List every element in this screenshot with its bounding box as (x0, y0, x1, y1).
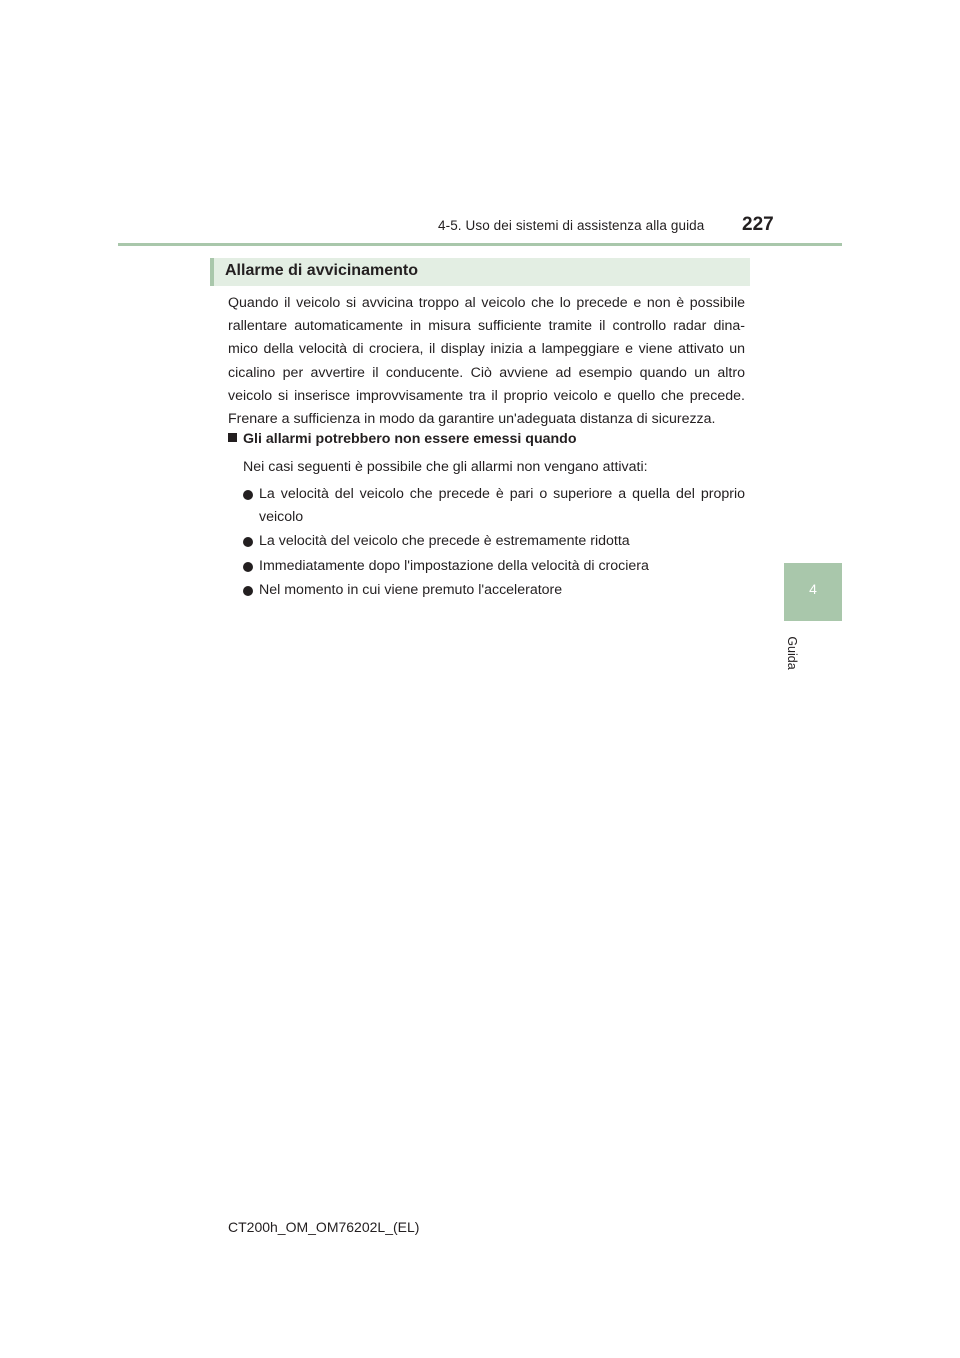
list-item (243, 483, 745, 529)
section-paragraph: Quando il veicolo si avvicina troppo al veicolo che lo precede e non è possibile rallentare automaticamente in misura sufficiente tramite il controllo radar dina-mico della velocità di crociera, il display inizia a lampeggiare e viene attivato un cicalino per avvertire il conducente. Ciò avviene ad esempio quando un altro veicolo si inserisce improvvisamente tra il proprio veicolo e quello che precede. Frenare a sufficienza in modo da garantire un'adeguata distanza di sicurezza. (228, 295, 745, 428)
page-number: 227 (742, 214, 774, 235)
bullet-dot-icon (243, 562, 253, 572)
list-item-text: Nel momento in cui viene premuto l'acceleratore (259, 581, 563, 598)
list-item (243, 530, 745, 553)
document-code: CT200h_OM_OM76202L_(EL) (228, 1219, 420, 1235)
header-divider (118, 243, 842, 246)
bullet-dot-icon (243, 490, 253, 500)
chapter-label: Guida (785, 636, 799, 670)
list-item-text: Immediatamente dopo l'impostazione della velocità di crociera (259, 557, 649, 574)
square-bullet-icon (228, 433, 237, 442)
chapter-tab (784, 563, 842, 621)
list-item (243, 579, 745, 602)
subsection-heading (228, 431, 577, 447)
subsection-intro: Nei casi seguenti è possibile che gli allarmi non vengano attivati: (243, 459, 648, 475)
running-header-title: 4-5. Uso dei sistemi di assistenza alla guida (438, 218, 705, 233)
section-title: Allarme di avvicinamento (225, 262, 418, 279)
subsection-heading-text: Gli allarmi potrebbero non essere emessi quando (243, 431, 577, 447)
list-item-text: La velocità del veicolo che precede è pari o superiore a quella del proprio veicolo (259, 486, 745, 526)
section-heading-box (210, 258, 750, 286)
section-heading-accent (210, 258, 214, 286)
chapter-number: 4 (809, 581, 817, 597)
list-item (243, 555, 745, 578)
bullet-dot-icon (243, 586, 253, 596)
list-item-text: La velocità del veicolo che precede è estremamente ridotta (259, 533, 630, 550)
bullet-dot-icon (243, 537, 253, 547)
conditions-list (243, 483, 745, 603)
